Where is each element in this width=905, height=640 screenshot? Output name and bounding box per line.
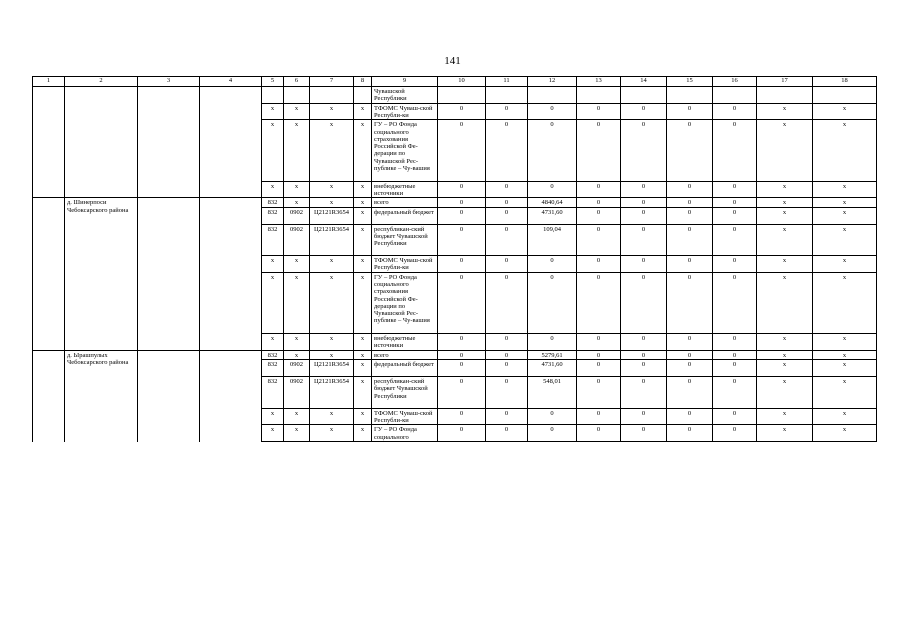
table-cell: 5279,61 bbox=[528, 350, 577, 359]
table-cell: 0 bbox=[621, 425, 667, 442]
column-header: 12 bbox=[528, 77, 577, 87]
table-cell: 0 bbox=[667, 350, 713, 359]
table-cell: x bbox=[813, 103, 877, 120]
column-header: 3 bbox=[138, 77, 200, 87]
table-cell: x bbox=[757, 103, 813, 120]
table-cell bbox=[138, 198, 200, 351]
table-cell: x bbox=[262, 256, 284, 273]
table-cell: 0 bbox=[621, 334, 667, 351]
table-cell: 0 bbox=[438, 377, 486, 409]
table-cell: x bbox=[757, 120, 813, 181]
table-cell: x bbox=[262, 408, 284, 425]
table-cell: 0 bbox=[438, 256, 486, 273]
table-cell: x bbox=[284, 272, 310, 333]
table-cell: 0 bbox=[713, 408, 757, 425]
table-cell bbox=[813, 87, 877, 104]
table-cell: 0 bbox=[577, 377, 621, 409]
column-header: 2 bbox=[65, 77, 138, 87]
table-cell: x bbox=[262, 181, 284, 198]
table-cell: x bbox=[310, 181, 354, 198]
table-cell: 0 bbox=[528, 272, 577, 333]
table-cell: 0 bbox=[577, 425, 621, 442]
table-cell: 0 bbox=[621, 377, 667, 409]
table-cell bbox=[138, 350, 200, 441]
table-cell: 0 bbox=[577, 360, 621, 377]
table-cell: x bbox=[354, 256, 372, 273]
table-cell: x bbox=[354, 360, 372, 377]
table-cell: x bbox=[813, 425, 877, 442]
table-cell: 0 bbox=[621, 272, 667, 333]
table-cell: x bbox=[813, 377, 877, 409]
table-cell: 0 bbox=[486, 224, 528, 256]
table-cell: 0 bbox=[667, 181, 713, 198]
table-cell bbox=[138, 87, 200, 198]
table-cell: 0 bbox=[713, 103, 757, 120]
table-cell: 0 bbox=[438, 120, 486, 181]
table-cell: 0 bbox=[577, 334, 621, 351]
table-cell bbox=[528, 87, 577, 104]
table-cell: x bbox=[284, 181, 310, 198]
table-cell: x bbox=[757, 207, 813, 224]
table-cell: 0 bbox=[528, 103, 577, 120]
table-cell: x bbox=[262, 103, 284, 120]
table-cell: 0 bbox=[438, 207, 486, 224]
table-cell: 0 bbox=[713, 377, 757, 409]
table-cell bbox=[621, 87, 667, 104]
table-cell: Ц2121R3654 bbox=[310, 207, 354, 224]
table-cell: x bbox=[354, 408, 372, 425]
table-cell: 0902 bbox=[284, 360, 310, 377]
table-cell: 0 bbox=[577, 207, 621, 224]
table-cell: x bbox=[284, 103, 310, 120]
table-cell: x bbox=[284, 120, 310, 181]
table-cell: 0 bbox=[713, 198, 757, 207]
table-cell: 0902 bbox=[284, 224, 310, 256]
table-cell: 0 bbox=[713, 360, 757, 377]
table-cell: 0 bbox=[528, 120, 577, 181]
table-cell: 0 bbox=[667, 198, 713, 207]
table-cell: x bbox=[310, 198, 354, 207]
table-cell: 0 bbox=[486, 350, 528, 359]
table-cell: x bbox=[262, 425, 284, 442]
table-cell: x bbox=[354, 103, 372, 120]
table-cell: x bbox=[354, 224, 372, 256]
table-cell: x bbox=[757, 256, 813, 273]
table-cell: 0 bbox=[528, 181, 577, 198]
table-cell: x bbox=[813, 207, 877, 224]
table-cell: 0 bbox=[486, 207, 528, 224]
table-cell: 0 bbox=[713, 425, 757, 442]
funding-source-cell: ТФОМС Чуваш-ской Республи-ки bbox=[372, 103, 438, 120]
table-cell: x bbox=[757, 272, 813, 333]
table-cell: 0 bbox=[667, 272, 713, 333]
table-cell: 548,01 bbox=[528, 377, 577, 409]
table-cell: 0 bbox=[486, 408, 528, 425]
table-cell: 0 bbox=[621, 120, 667, 181]
table-cell: x bbox=[813, 198, 877, 207]
table-cell: 0 bbox=[438, 350, 486, 359]
table-cell: x bbox=[757, 181, 813, 198]
table-cell: x bbox=[757, 224, 813, 256]
column-header: 11 bbox=[486, 77, 528, 87]
column-header: 13 bbox=[577, 77, 621, 87]
table-cell: 832 bbox=[262, 198, 284, 207]
column-header: 10 bbox=[438, 77, 486, 87]
table-cell bbox=[33, 87, 65, 198]
table-cell: x bbox=[310, 350, 354, 359]
funding-source-cell: республикан-ский бюджет Чувашской Республики bbox=[372, 377, 438, 409]
funding-source-cell: всего bbox=[372, 198, 438, 207]
object-name: д. Шинерпоси Чебоксарского района bbox=[65, 198, 138, 351]
column-header: 5 bbox=[262, 77, 284, 87]
table-cell: Ц2121R3654 bbox=[310, 224, 354, 256]
table-cell: 0 bbox=[438, 425, 486, 442]
funding-source-cell: Чувашской Республики bbox=[372, 87, 438, 104]
table-cell: 0 bbox=[577, 120, 621, 181]
table-cell: x bbox=[284, 350, 310, 359]
table-cell: x bbox=[813, 224, 877, 256]
table-cell: 0 bbox=[713, 272, 757, 333]
table-cell: 0 bbox=[621, 224, 667, 256]
table-cell: x bbox=[757, 360, 813, 377]
table-cell: 0 bbox=[486, 181, 528, 198]
table-cell: x bbox=[310, 408, 354, 425]
table-cell: x bbox=[813, 181, 877, 198]
table-cell: 0 bbox=[667, 334, 713, 351]
table-cell: 0902 bbox=[284, 207, 310, 224]
table-cell: x bbox=[813, 272, 877, 333]
table-cell bbox=[354, 87, 372, 104]
funding-source-cell: ГУ – РО Фонда социального страхования Российской Фе-дерации по Чувашской Рес-публике – Чу-вашия bbox=[372, 272, 438, 333]
table-cell: 4731,60 bbox=[528, 207, 577, 224]
funding-source-cell: федеральный бюджет bbox=[372, 360, 438, 377]
table-row bbox=[33, 350, 877, 359]
table-cell: x bbox=[284, 425, 310, 442]
table-cell: 832 bbox=[262, 350, 284, 359]
table-cell: 0 bbox=[667, 408, 713, 425]
table-cell: x bbox=[813, 256, 877, 273]
table-cell: 0 bbox=[486, 120, 528, 181]
table-cell bbox=[713, 87, 757, 104]
table-cell bbox=[310, 87, 354, 104]
table-cell: 0 bbox=[486, 256, 528, 273]
table-cell: 832 bbox=[262, 377, 284, 409]
funding-source-cell: федеральный бюджет bbox=[372, 207, 438, 224]
column-header: 17 bbox=[757, 77, 813, 87]
column-header: 9 bbox=[372, 77, 438, 87]
table-cell: x bbox=[262, 120, 284, 181]
table-cell: 832 bbox=[262, 207, 284, 224]
table-cell: 0 bbox=[577, 256, 621, 273]
table-cell: 0 bbox=[577, 103, 621, 120]
table-cell: 832 bbox=[262, 224, 284, 256]
table-cell: x bbox=[813, 334, 877, 351]
table-cell: 0 bbox=[621, 256, 667, 273]
table-cell: 0 bbox=[577, 350, 621, 359]
table-cell: 0 bbox=[486, 377, 528, 409]
table-cell: x bbox=[354, 207, 372, 224]
table-cell: 0 bbox=[577, 181, 621, 198]
table-cell bbox=[577, 87, 621, 104]
table-cell: 0 bbox=[486, 360, 528, 377]
table-cell: x bbox=[354, 377, 372, 409]
column-header: 15 bbox=[667, 77, 713, 87]
column-header: 6 bbox=[284, 77, 310, 87]
table-cell: 0 bbox=[667, 120, 713, 181]
table-cell: 0 bbox=[438, 224, 486, 256]
column-header: 16 bbox=[713, 77, 757, 87]
table-cell: x bbox=[310, 103, 354, 120]
table-cell: 0 bbox=[438, 272, 486, 333]
table-cell: 4840,64 bbox=[528, 198, 577, 207]
table-cell: x bbox=[284, 334, 310, 351]
table-cell: x bbox=[757, 198, 813, 207]
column-header: 7 bbox=[310, 77, 354, 87]
table-cell: 0 bbox=[577, 224, 621, 256]
table-cell: 0 bbox=[438, 334, 486, 351]
funding-source-cell: внебюджетные источники bbox=[372, 181, 438, 198]
table-cell bbox=[438, 87, 486, 104]
table-cell: 0 bbox=[713, 181, 757, 198]
table-cell: x bbox=[757, 425, 813, 442]
column-header: 18 bbox=[813, 77, 877, 87]
table-cell: 0 bbox=[528, 425, 577, 442]
page-number: 141 bbox=[444, 55, 461, 67]
table-cell bbox=[33, 198, 65, 351]
table-cell: x bbox=[262, 272, 284, 333]
table-cell: x bbox=[354, 334, 372, 351]
funding-source-cell: внебюджетные источники bbox=[372, 334, 438, 351]
funding-source-cell: республикан-ский бюджет Чувашской Республики bbox=[372, 224, 438, 256]
table-cell: x bbox=[310, 256, 354, 273]
funding-source-cell: ГУ – РО Фонда социального страхования Российской Фе-дерации по Чувашской Рес-публике – Чу-вашия bbox=[372, 120, 438, 181]
table-cell: 0 bbox=[713, 334, 757, 351]
table-cell bbox=[200, 198, 262, 351]
table-cell: 0902 bbox=[284, 377, 310, 409]
table-cell: 0 bbox=[438, 360, 486, 377]
table-cell: 0 bbox=[667, 103, 713, 120]
table-cell: 0 bbox=[713, 256, 757, 273]
table-cell: Ц2121R3654 bbox=[310, 360, 354, 377]
budget-table bbox=[32, 76, 877, 442]
table-cell: 0 bbox=[713, 120, 757, 181]
table-cell: 0 bbox=[486, 272, 528, 333]
table-cell: 0 bbox=[486, 334, 528, 351]
table-cell: 0 bbox=[438, 181, 486, 198]
table-cell: 0 bbox=[621, 207, 667, 224]
table-cell: 109,04 bbox=[528, 224, 577, 256]
table-cell: 0 bbox=[621, 360, 667, 377]
table-cell: 0 bbox=[438, 103, 486, 120]
table-cell: 0 bbox=[528, 408, 577, 425]
table-cell: 0 bbox=[621, 103, 667, 120]
table-cell: x bbox=[284, 408, 310, 425]
table-cell: 0 bbox=[667, 360, 713, 377]
table-cell: x bbox=[262, 334, 284, 351]
table-cell bbox=[667, 87, 713, 104]
table-cell: Ц2121R3654 bbox=[310, 377, 354, 409]
table-cell: x bbox=[757, 334, 813, 351]
table-cell: 0 bbox=[486, 198, 528, 207]
table-cell: 0 bbox=[438, 408, 486, 425]
table-cell: x bbox=[354, 181, 372, 198]
table-row bbox=[33, 198, 877, 207]
table-cell: 0 bbox=[667, 377, 713, 409]
table-cell: x bbox=[757, 377, 813, 409]
table-cell: 4731,60 bbox=[528, 360, 577, 377]
table-cell: 0 bbox=[438, 198, 486, 207]
column-header: 14 bbox=[621, 77, 667, 87]
table-cell: 0 bbox=[667, 256, 713, 273]
table-cell: 0 bbox=[667, 425, 713, 442]
funding-source-cell: ГУ – РО Фонда социального bbox=[372, 425, 438, 442]
funding-source-cell: ТФОМС Чуваш-ской Республи-ки bbox=[372, 408, 438, 425]
table-cell: 0 bbox=[528, 334, 577, 351]
table-cell: 0 bbox=[528, 256, 577, 273]
table-cell: 0 bbox=[577, 408, 621, 425]
table-cell: 0 bbox=[713, 350, 757, 359]
table-cell bbox=[262, 87, 284, 104]
table-cell: x bbox=[757, 408, 813, 425]
table-cell bbox=[757, 87, 813, 104]
table-cell: 0 bbox=[621, 181, 667, 198]
column-header: 4 bbox=[200, 77, 262, 87]
table-cell: 0 bbox=[577, 272, 621, 333]
table-cell: x bbox=[813, 408, 877, 425]
table-cell: 0 bbox=[621, 198, 667, 207]
table-cell: x bbox=[310, 272, 354, 333]
table-cell: x bbox=[310, 425, 354, 442]
table-cell: x bbox=[813, 360, 877, 377]
table-cell: x bbox=[284, 256, 310, 273]
table-cell: x bbox=[310, 120, 354, 181]
table-cell: x bbox=[354, 272, 372, 333]
table-cell: 0 bbox=[621, 408, 667, 425]
table-cell: 0 bbox=[713, 224, 757, 256]
table-cell bbox=[33, 350, 65, 441]
table-cell: 0 bbox=[486, 103, 528, 120]
table-cell: 0 bbox=[667, 207, 713, 224]
table-cell bbox=[200, 87, 262, 198]
table-cell: 0 bbox=[713, 207, 757, 224]
table-cell bbox=[284, 87, 310, 104]
object-name: д. Ырашпулых Чебоксарского района bbox=[65, 350, 138, 441]
header-row bbox=[33, 77, 877, 87]
table-cell: x bbox=[354, 350, 372, 359]
table-cell: x bbox=[813, 120, 877, 181]
funding-source-cell: всего bbox=[372, 350, 438, 359]
table-cell: x bbox=[284, 198, 310, 207]
column-header: 1 bbox=[33, 77, 65, 87]
table-cell: 0 bbox=[486, 425, 528, 442]
table-cell: x bbox=[354, 198, 372, 207]
table-cell bbox=[486, 87, 528, 104]
table-cell: 832 bbox=[262, 360, 284, 377]
table-cell: x bbox=[354, 120, 372, 181]
table-cell: x bbox=[354, 425, 372, 442]
table-cell: x bbox=[757, 350, 813, 359]
table-cell: 0 bbox=[577, 198, 621, 207]
object-name bbox=[65, 87, 138, 198]
table-cell: 0 bbox=[621, 350, 667, 359]
funding-source-cell: ТФОМС Чуваш-ской Республи-ки bbox=[372, 256, 438, 273]
column-header: 8 bbox=[354, 77, 372, 87]
table-cell bbox=[200, 350, 262, 441]
table-cell: x bbox=[310, 334, 354, 351]
table-cell: 0 bbox=[667, 224, 713, 256]
table-row bbox=[33, 87, 877, 104]
table-cell: x bbox=[813, 350, 877, 359]
